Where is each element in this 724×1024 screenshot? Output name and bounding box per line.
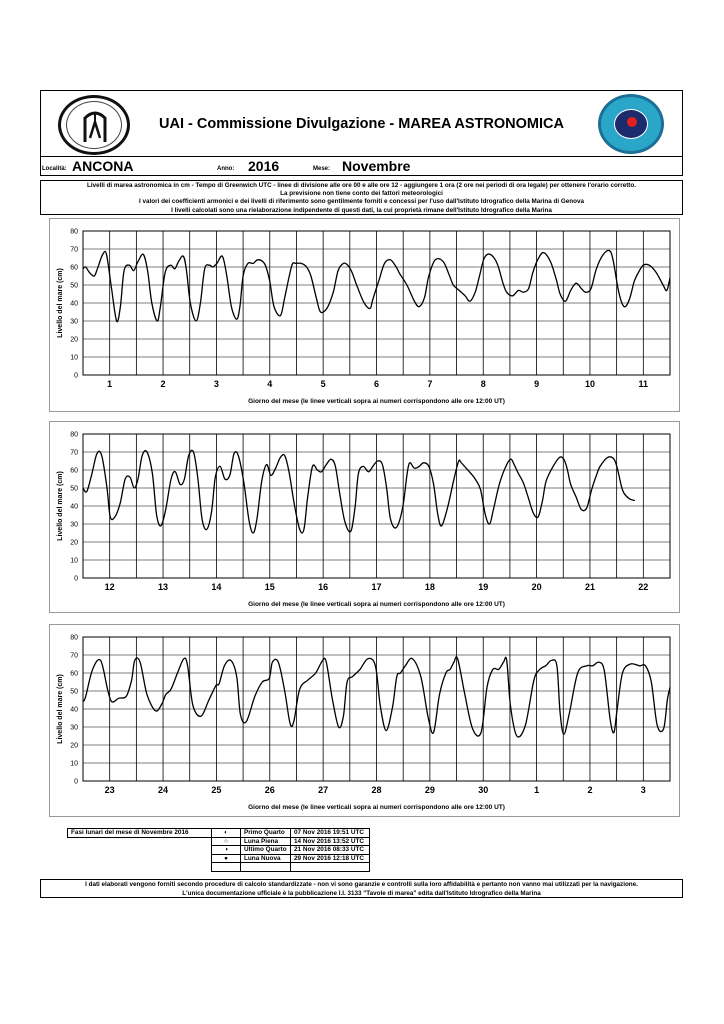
x-tick-label: 26 — [264, 785, 275, 795]
moon-icon-cell — [212, 846, 241, 855]
y-tick-label: 40 — [70, 503, 78, 511]
info-line: I livelli calcolati sono una rielaborazione indipendente di questi dati, la cui proprietà rimane dell'Istituto Idrografico della Marina — [171, 206, 552, 214]
moon-phase: Luna Piena — [241, 837, 291, 846]
mese-label: Mese: — [313, 166, 331, 172]
x-tick-label: 21 — [584, 582, 595, 592]
astrofili-logo-icon — [598, 94, 664, 154]
x-tick-label: 23 — [104, 785, 115, 795]
x-tick-label: 14 — [211, 582, 222, 592]
info-line: La previsione non tiene conto dei fattori meteorologici — [280, 190, 443, 198]
x-tick-label: 1 — [534, 785, 540, 795]
y-tick-label: 0 — [74, 778, 78, 786]
x-tick-label: 9 — [534, 379, 540, 389]
y-axis-label: Livello del mare (cm) — [57, 268, 64, 338]
y-tick-label: 20 — [70, 336, 78, 344]
y-tick-label: 30 — [70, 318, 78, 326]
x-tick-label: 13 — [158, 582, 169, 592]
chart-panel-1 — [49, 218, 680, 412]
tide-chart-3 — [50, 625, 679, 816]
y-tick-label: 50 — [70, 688, 78, 696]
x-axis-label: Giorno del mese (le linee verticali sopra ai numeri corrispondono alle ore 12:00 UT) — [248, 804, 505, 811]
x-tick-label: 25 — [211, 785, 222, 795]
x-tick-label: 19 — [478, 582, 489, 592]
x-tick-label: 3 — [640, 785, 646, 795]
moon-date: 29 Nov 2016 12:18 UTC — [291, 854, 370, 863]
x-tick-label: 15 — [264, 582, 275, 592]
x-tick-label: 28 — [371, 785, 382, 795]
y-axis-label: Livello del mare (cm) — [57, 471, 64, 541]
x-tick-label: 7 — [427, 379, 433, 389]
y-tick-label: 30 — [70, 521, 78, 529]
moon-row — [68, 854, 370, 863]
moon-phase: Ultimo Quarto — [241, 846, 291, 855]
x-tick-label: 30 — [478, 785, 489, 795]
info-box — [40, 180, 683, 215]
info-line: Livelli di marea astronomica in cm - Tempo di Greenwich UTC - linee di divisione alle ore 00 e alle ore 12 - aggiungere 1 ora (2 ore nei periodi di ora legale) per ottenere l'orario corretto. — [86, 182, 636, 189]
moon-title-row — [68, 829, 370, 838]
moon-row — [68, 846, 370, 855]
moon-date: 21 Nov 2016 08:33 UTC — [291, 846, 370, 855]
y-tick-label: 10 — [70, 557, 78, 565]
chart-panel-2 — [49, 421, 680, 613]
y-tick-label: 70 — [70, 652, 78, 660]
x-tick-label: 10 — [584, 379, 595, 389]
y-tick-label: 50 — [70, 485, 78, 493]
y-tick-label: 40 — [70, 300, 78, 308]
last-quarter-moon-icon: ◑ — [224, 846, 228, 854]
y-tick-label: 60 — [70, 467, 78, 475]
anno-label: Anno: — [217, 166, 235, 172]
tide-series-line — [83, 450, 635, 533]
y-tick-label: 80 — [70, 634, 78, 642]
full-moon-icon: ○ — [224, 837, 228, 845]
first-quarter-moon-icon: ◐ — [224, 829, 228, 836]
footer-line: L'unica documentazione ufficiale è la pubblicazione I.I. 3133 "Tavole di marea" edita dall'Istituto Idrografico della Marina — [182, 889, 541, 897]
moon-date: 14 Nov 2016 13:52 UTC — [291, 837, 370, 846]
tide-chart-2 — [50, 422, 679, 612]
x-tick-label: 24 — [158, 785, 169, 795]
moon-row — [68, 837, 370, 846]
x-tick-label: 20 — [531, 582, 542, 592]
header-divider — [41, 156, 682, 157]
localita-label: Località: — [42, 166, 67, 172]
tide-chart-1 — [50, 219, 679, 411]
x-tick-label: 11 — [638, 379, 649, 389]
y-tick-label: 60 — [70, 670, 78, 678]
x-tick-label: 12 — [104, 582, 115, 592]
x-tick-label: 1 — [107, 379, 113, 389]
y-tick-label: 20 — [70, 742, 78, 750]
y-tick-label: 50 — [70, 282, 78, 290]
x-tick-label: 27 — [318, 785, 329, 795]
moon-date: 07 Nov 2016 19:51 UTC — [291, 829, 370, 838]
y-tick-label: 60 — [70, 264, 78, 272]
moon-table-title: Fasi lunari del mese di Novembre 2016 — [68, 829, 212, 838]
moon-icon-cell — [212, 837, 241, 846]
x-tick-label: 17 — [371, 582, 382, 592]
y-tick-label: 0 — [74, 575, 78, 583]
footer-box — [40, 879, 683, 898]
moon-phase: Primo Quarto — [241, 829, 291, 838]
y-tick-label: 70 — [70, 449, 78, 457]
y-tick-label: 80 — [70, 431, 78, 439]
x-tick-label: 22 — [638, 582, 649, 592]
footer-line: I dati elaborati vengono forniti secondo procedure di calcolo standardizzate - non vi sono garanzie e controlli sulla loro affidabilità e pertanto non vanno mai utilizzati per la navigazione. — [85, 881, 638, 888]
y-tick-label: 70 — [70, 246, 78, 254]
y-axis-label: Livello del mare (cm) — [57, 674, 64, 744]
moon-phase: Luna Nuova — [241, 854, 291, 863]
y-tick-label: 80 — [70, 228, 78, 236]
anno-value: 2016 — [248, 158, 280, 174]
page-title: UAI - Commissione Divulgazione - MAREA ASTRONOMICA — [159, 116, 564, 132]
x-axis-label: Giorno del mese (le linee verticali sopra ai numeri corrispondono alle ore 12:00 UT) — [248, 601, 505, 608]
new-moon-icon: ● — [224, 854, 228, 862]
header-box — [40, 90, 683, 176]
y-tick-label: 20 — [70, 539, 78, 547]
x-tick-label: 5 — [320, 379, 326, 389]
x-tick-label: 2 — [160, 379, 166, 389]
moon-icon-cell — [212, 829, 241, 838]
x-tick-label: 6 — [373, 379, 380, 389]
x-tick-label: 2 — [587, 785, 593, 795]
x-tick-label: 16 — [318, 582, 329, 592]
info-line: I valori dei coefficienti armonici e dei livelli di riferimento sono gentilmente forniti e concessi per l'uso dall'Istituto Idrografico della Marina di Genova — [139, 198, 584, 206]
localita-value: ANCONA — [72, 158, 134, 174]
moon-icon-cell — [212, 854, 241, 863]
x-tick-label: 3 — [213, 379, 219, 389]
x-axis-label: Giorno del mese (le linee verticali sopra ai numeri corrispondono alle ore 12:00 UT) — [248, 398, 505, 405]
x-tick-label: 8 — [480, 379, 486, 389]
y-tick-label: 0 — [74, 372, 78, 380]
y-tick-label: 10 — [70, 760, 78, 768]
x-tick-label: 4 — [267, 379, 273, 389]
moon-phases-table — [67, 828, 370, 872]
mese-value: Novembre — [342, 158, 411, 174]
y-tick-label: 30 — [70, 724, 78, 732]
x-tick-label: 29 — [424, 785, 435, 795]
y-tick-label: 40 — [70, 706, 78, 714]
moon-empty-row — [68, 863, 370, 872]
chart-panel-3 — [49, 624, 680, 817]
y-tick-label: 10 — [70, 354, 78, 362]
x-tick-label: 18 — [424, 582, 435, 592]
